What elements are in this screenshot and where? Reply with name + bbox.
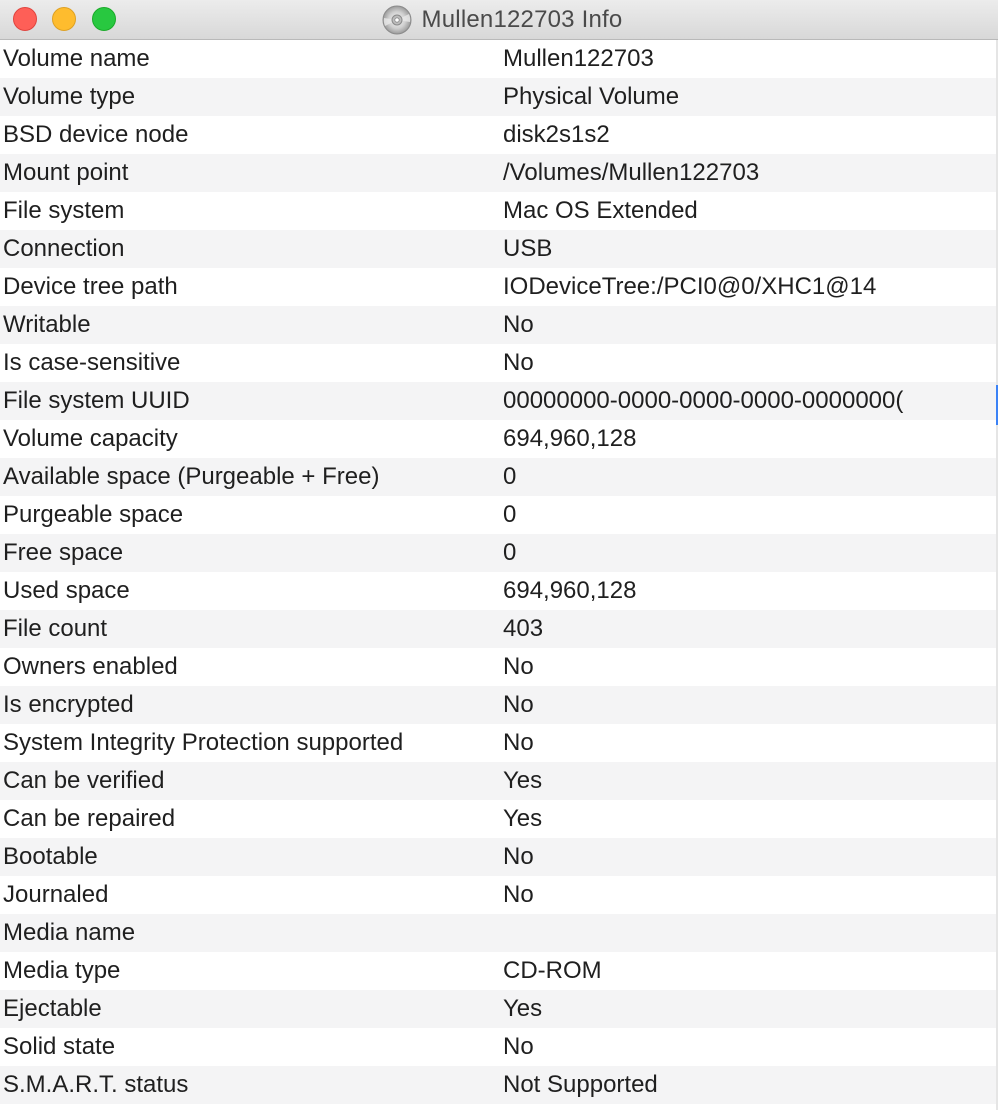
row-value: 0 [503,539,517,566]
row-label: Used space [3,577,130,604]
cd-disc-icon [382,5,412,35]
row-value: 00000000-0000-0000-0000-0000000( [503,387,904,414]
row-value: Mac OS Extended [503,197,698,224]
row-label: Solid state [3,1033,116,1060]
row-value: No [503,349,534,376]
row-label: System Integrity Protection supported [3,729,404,756]
row-label: Volume type [3,83,136,110]
row-value: Physical Volume [503,83,680,110]
row-value: IODeviceTree:/PCI0@0/XHC1@14 [503,273,877,300]
row-label: BSD device node [3,121,189,148]
row-value: /Volumes/Mullen122703 [503,159,760,186]
row-value: 694,960,128 [503,425,637,452]
table-row[interactable] [0,344,998,382]
table-row[interactable] [0,686,998,724]
row-value: 0 [503,501,517,528]
table-row[interactable] [0,382,998,420]
table-row[interactable] [0,1066,998,1104]
title-bar[interactable] [0,0,998,40]
table-row[interactable] [0,496,998,534]
table-row[interactable] [0,876,998,914]
row-label: Media type [3,957,121,984]
row-value: Mullen122703 [503,45,654,72]
table-row[interactable] [0,40,998,78]
table-row[interactable] [0,78,998,116]
row-value: No [503,691,534,718]
row-label: File system [3,197,125,224]
row-value: Yes [503,805,543,832]
row-label: Ejectable [3,995,102,1022]
row-label: Writable [3,311,91,338]
table-row[interactable] [0,952,998,990]
row-label: S.M.A.R.T. status [3,1071,189,1098]
table-row[interactable] [0,458,998,496]
row-value: No [503,881,534,908]
row-label: Owners enabled [3,653,178,680]
row-label: Device tree path [3,273,178,300]
row-label: Is case-sensitive [3,349,181,376]
row-label: Volume capacity [3,425,178,452]
row-value: 0 [503,463,517,490]
table-row[interactable] [0,648,998,686]
row-label: Free space [3,539,124,566]
row-value: 694,960,128 [503,577,637,604]
row-value: Yes [503,995,543,1022]
table-row[interactable] [0,116,998,154]
row-value: 403 [503,615,544,642]
row-value: USB [503,235,553,262]
row-label: Connection [3,235,125,262]
row-label: Volume name [3,45,150,72]
row-value: CD-ROM [503,957,602,984]
row-label: Bootable [3,843,98,870]
table-row[interactable] [0,610,998,648]
row-label: Journaled [3,881,109,908]
row-label: Can be repaired [3,805,176,832]
table-row[interactable] [0,572,998,610]
row-value: No [503,311,534,338]
row-label: Available space (Purgeable + Free) [3,463,380,490]
table-row[interactable] [0,1028,998,1066]
table-row[interactable] [0,306,998,344]
table-row[interactable] [0,420,998,458]
table-row[interactable] [0,990,998,1028]
row-label: Is encrypted [3,691,134,718]
row-value: Not Supported [503,1071,658,1098]
row-value: No [503,653,534,680]
row-value: disk2s1s2 [503,121,610,148]
table-row[interactable] [0,534,998,572]
table-row[interactable] [0,800,998,838]
title-group [0,0,998,39]
row-value: No [503,1033,534,1060]
info-table [0,40,998,1104]
row-label: Media name [3,919,136,946]
table-row[interactable] [0,230,998,268]
row-value: No [503,729,534,756]
window-title: Mullen122703 Info [421,5,623,33]
row-value: No [503,843,534,870]
table-row[interactable] [0,914,998,952]
row-label: File system UUID [3,387,190,414]
row-label: Can be verified [3,767,165,794]
table-row[interactable] [0,838,998,876]
table-row[interactable] [0,192,998,230]
table-row[interactable] [0,268,998,306]
row-value: Yes [503,767,543,794]
row-label: File count [3,615,108,642]
table-row[interactable] [0,724,998,762]
row-label: Mount point [3,159,129,186]
table-row[interactable] [0,762,998,800]
table-row[interactable] [0,154,998,192]
row-label: Purgeable space [3,501,184,528]
